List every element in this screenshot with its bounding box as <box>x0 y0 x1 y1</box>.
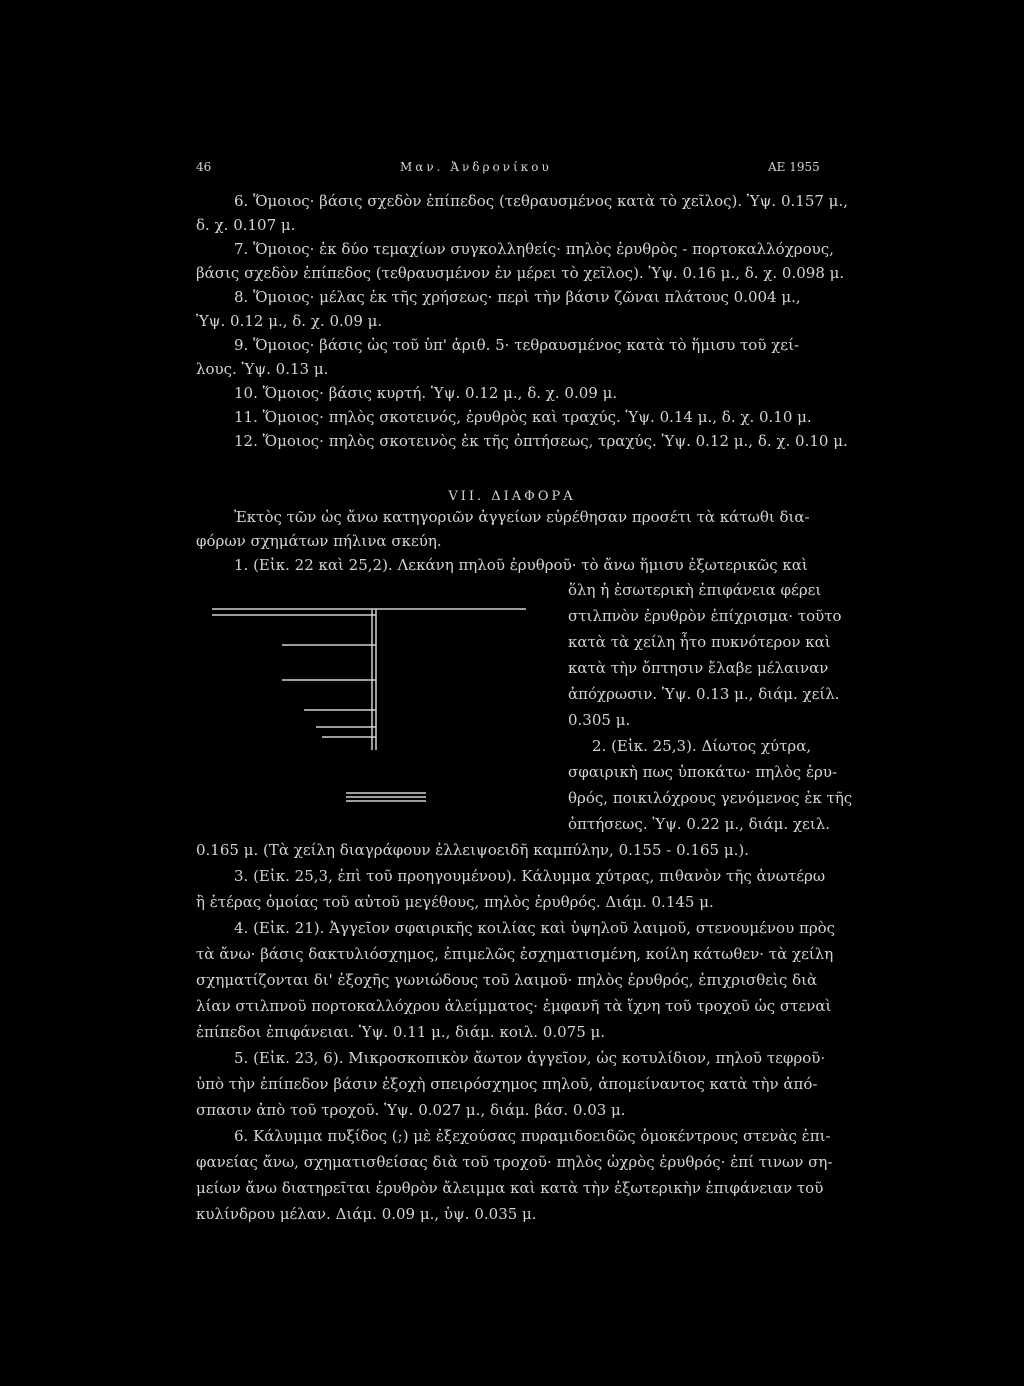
text-line: 8. Ὅμοιος· μέλας ἐκ τῆς χρήσεως· περὶ τὴν βάσιν ζῶναι πλάτους 0.004 μ., <box>234 288 801 306</box>
text-line: 12. Ὅμοιος· πηλὸς σκοτεινὸς ἐκ τῆς ὀπτήσεως, τραχύς. Ὑψ. 0.12 μ., δ. χ. 0.10 μ. <box>234 432 848 450</box>
text-line: 0.165 μ. (Τὰ χείλη διαγράφουν ἐλλειψοειδῆ καμπύλην, 0.155 - 0.165 μ.). <box>196 841 749 859</box>
text-line: ὀπτήσεως. Ὑψ. 0.22 μ., διάμ. χειλ. <box>568 815 830 833</box>
text-line: μείων ἄνω διατηρεῖται ἐρυθρὸν ἄλειμμα καὶ κατὰ τὴν ἐξωτερικὴν ἐπιφάνειαν τοῦ <box>196 1179 824 1197</box>
vessel-profile-drawing <box>196 605 526 825</box>
text-line: φανείας ἄνω, σχηματισθείσας διὰ τοῦ τροχοῦ· πηλὸς ὠχρὸς ἐρυθρός· ἐπί τινων ση- <box>196 1153 833 1171</box>
text-line: Ὑψ. 0.12 μ., δ. χ. 0.09 μ. <box>196 312 383 330</box>
text-line: 0.305 μ. <box>568 711 631 729</box>
text-line: 10. Ὅμοιος· βάσις κυρτή. Ὑψ. 0.12 μ., δ. χ. 0.09 μ. <box>234 384 618 402</box>
text-line: δ. χ. 0.107 μ. <box>196 216 296 234</box>
text-line: βάσις σχεδὸν ἐπίπεδος (τεθραυσμένον ἐν μέρει τὸ χεῖλος). Ὑψ. 0.16 μ., δ. χ. 0.098 μ. <box>196 264 845 282</box>
text-line: φόρων σχημάτων πήλινα σκεύη. <box>196 532 442 550</box>
text-line: 6. Ὅμοιος· βάσις σχεδὸν ἐπίπεδος (τεθραυσμένος κατὰ τὸ χεῖλος). Ὑψ. 0.157 μ., <box>234 192 848 210</box>
text-line: λους. Ὑψ. 0.13 μ. <box>196 360 329 378</box>
journal-reference: ΑΕ 1955 <box>768 160 820 174</box>
text-line: 5. (Εἰκ. 23, 6). Μικροσκοπικὸν ἄωτον ἀγγεῖον, ὡς κοτυλίδιον, πηλοῦ τεφροῦ· <box>234 1049 826 1067</box>
text-line: σπασιν ἀπὸ τοῦ τροχοῦ. Ὑψ. 0.027 μ., διάμ. βάσ. 0.03 μ. <box>196 1101 626 1119</box>
text-line: 7. Ὅμοιος· ἐκ δύο τεμαχίων συγκολληθείς· πηλὸς ἐρυθρὸς - πορτοκαλλόχρους, <box>234 240 834 258</box>
running-title: Μαν. Ἀνδρονίκου <box>400 160 552 174</box>
text-line: ὑπὸ τὴν ἐπίπεδον βάσιν ἐξοχὴ σπειρόσχημος πηλοῦ, ἀπομείναντος κατὰ τὴν ἀπό- <box>196 1075 818 1093</box>
text-line: 11. Ὅμοιος· πηλὸς σκοτεινός, ἐρυθρὸς καὶ τραχύς. Ὑψ. 0.14 μ., δ. χ. 0.10 μ. <box>234 408 812 426</box>
text-line: σχηματίζονται δι' ἐξοχῆς γωνιώδους τοῦ λαιμοῦ· πηλὸς ἐρυθρός, ἐπιχρισθεὶς διὰ <box>196 971 818 989</box>
text-line: 6. Κάλυμμα πυξίδος (;) μὲ ἐξεχούσας πυραμιδοειδῶς ὁμοκέντρους στενὰς ἐπι- <box>234 1127 831 1145</box>
profile-diagram <box>196 605 526 825</box>
text-line: 1. (Εἰκ. 22 καὶ 25,2). Λεκάνη πηλοῦ ἐρυθροῦ· τὸ ἄνω ἥμισυ ἐξωτερικῶς καὶ <box>234 556 808 574</box>
text-line: κατὰ τὴν ὄπτησιν ἔλαβε μέλαιναν <box>568 659 829 677</box>
section-heading: VII. ΔΙΑΦΟΡΑ <box>448 489 576 504</box>
text-line: 3. (Εἰκ. 25,3, ἐπὶ τοῦ προηγουμένου). Κάλυμμα χύτρας, πιθανὸν τῆς ἀνωτέρω <box>234 867 826 885</box>
text-line: θρός, ποικιλόχρους γενόμενος ἐκ τῆς <box>568 789 853 807</box>
text-line: 2. (Εἰκ. 25,3). Δίωτος χύτρα, <box>592 737 812 755</box>
text-line: κατὰ τὰ χείλη ἦτο πυκνότερον καὶ <box>568 633 831 651</box>
text-line: ὅλη ἡ ἐσωτερικὴ ἐπιφάνεια φέρει <box>568 581 822 599</box>
text-line: ἢ ἑτέρας ὁμοίας τοῦ αὐτοῦ μεγέθους, πηλὸς ἐρυθρός. Διάμ. 0.145 μ. <box>196 893 714 911</box>
page-number: 46 <box>196 160 212 174</box>
text-line: σφαιρικὴ πως ὑποκάτω· πηλὸς ἐρυ- <box>568 763 838 781</box>
text-line: Ἐκτὸς τῶν ὡς ἄνω κατηγοριῶν ἀγγείων εὑρέθησαν προσέτι τὰ κάτωθι δια- <box>234 508 810 526</box>
text-line: τὰ ἄνω· βάσις δακτυλιόσχημος, ἐπιμελῶς ἐσχηματισμένη, κοίλη κάτωθεν· τὰ χείλη <box>196 945 834 963</box>
text-line: ἀπόχρωσιν. Ὑψ. 0.13 μ., διάμ. χείλ. <box>568 685 840 703</box>
text-line: κυλίνδρου μέλαν. Διάμ. 0.09 μ., ὑψ. 0.035 μ. <box>196 1205 537 1223</box>
text-line: στιλπνὸν ἐρυθρὸν ἐπίχρισμα· τοῦτο <box>568 607 842 625</box>
text-line: λίαν στιλπνοῦ πορτοκαλλόχρου ἀλείμματος· ἐμφανῆ τὰ ἴχνη τοῦ τροχοῦ ὡς στεναὶ <box>196 997 832 1015</box>
text-line: 4. (Εἰκ. 21). Ἀγγεῖον σφαιρικῆς κοιλίας καὶ ὑψηλοῦ λαιμοῦ, στενουμένου πρὸς <box>234 919 836 937</box>
text-line: 9. Ὅμοιος· βάσις ὡς τοῦ ὑπ' ἀριθ. 5· τεθραυσμένος κατὰ τὸ ἥμισυ τοῦ χεί- <box>234 336 800 354</box>
running-header <box>0 160 1024 180</box>
text-line: ἐπίπεδοι ἐπιφάνειαι. Ὑψ. 0.11 μ., διάμ. κοιλ. 0.075 μ. <box>196 1023 606 1041</box>
